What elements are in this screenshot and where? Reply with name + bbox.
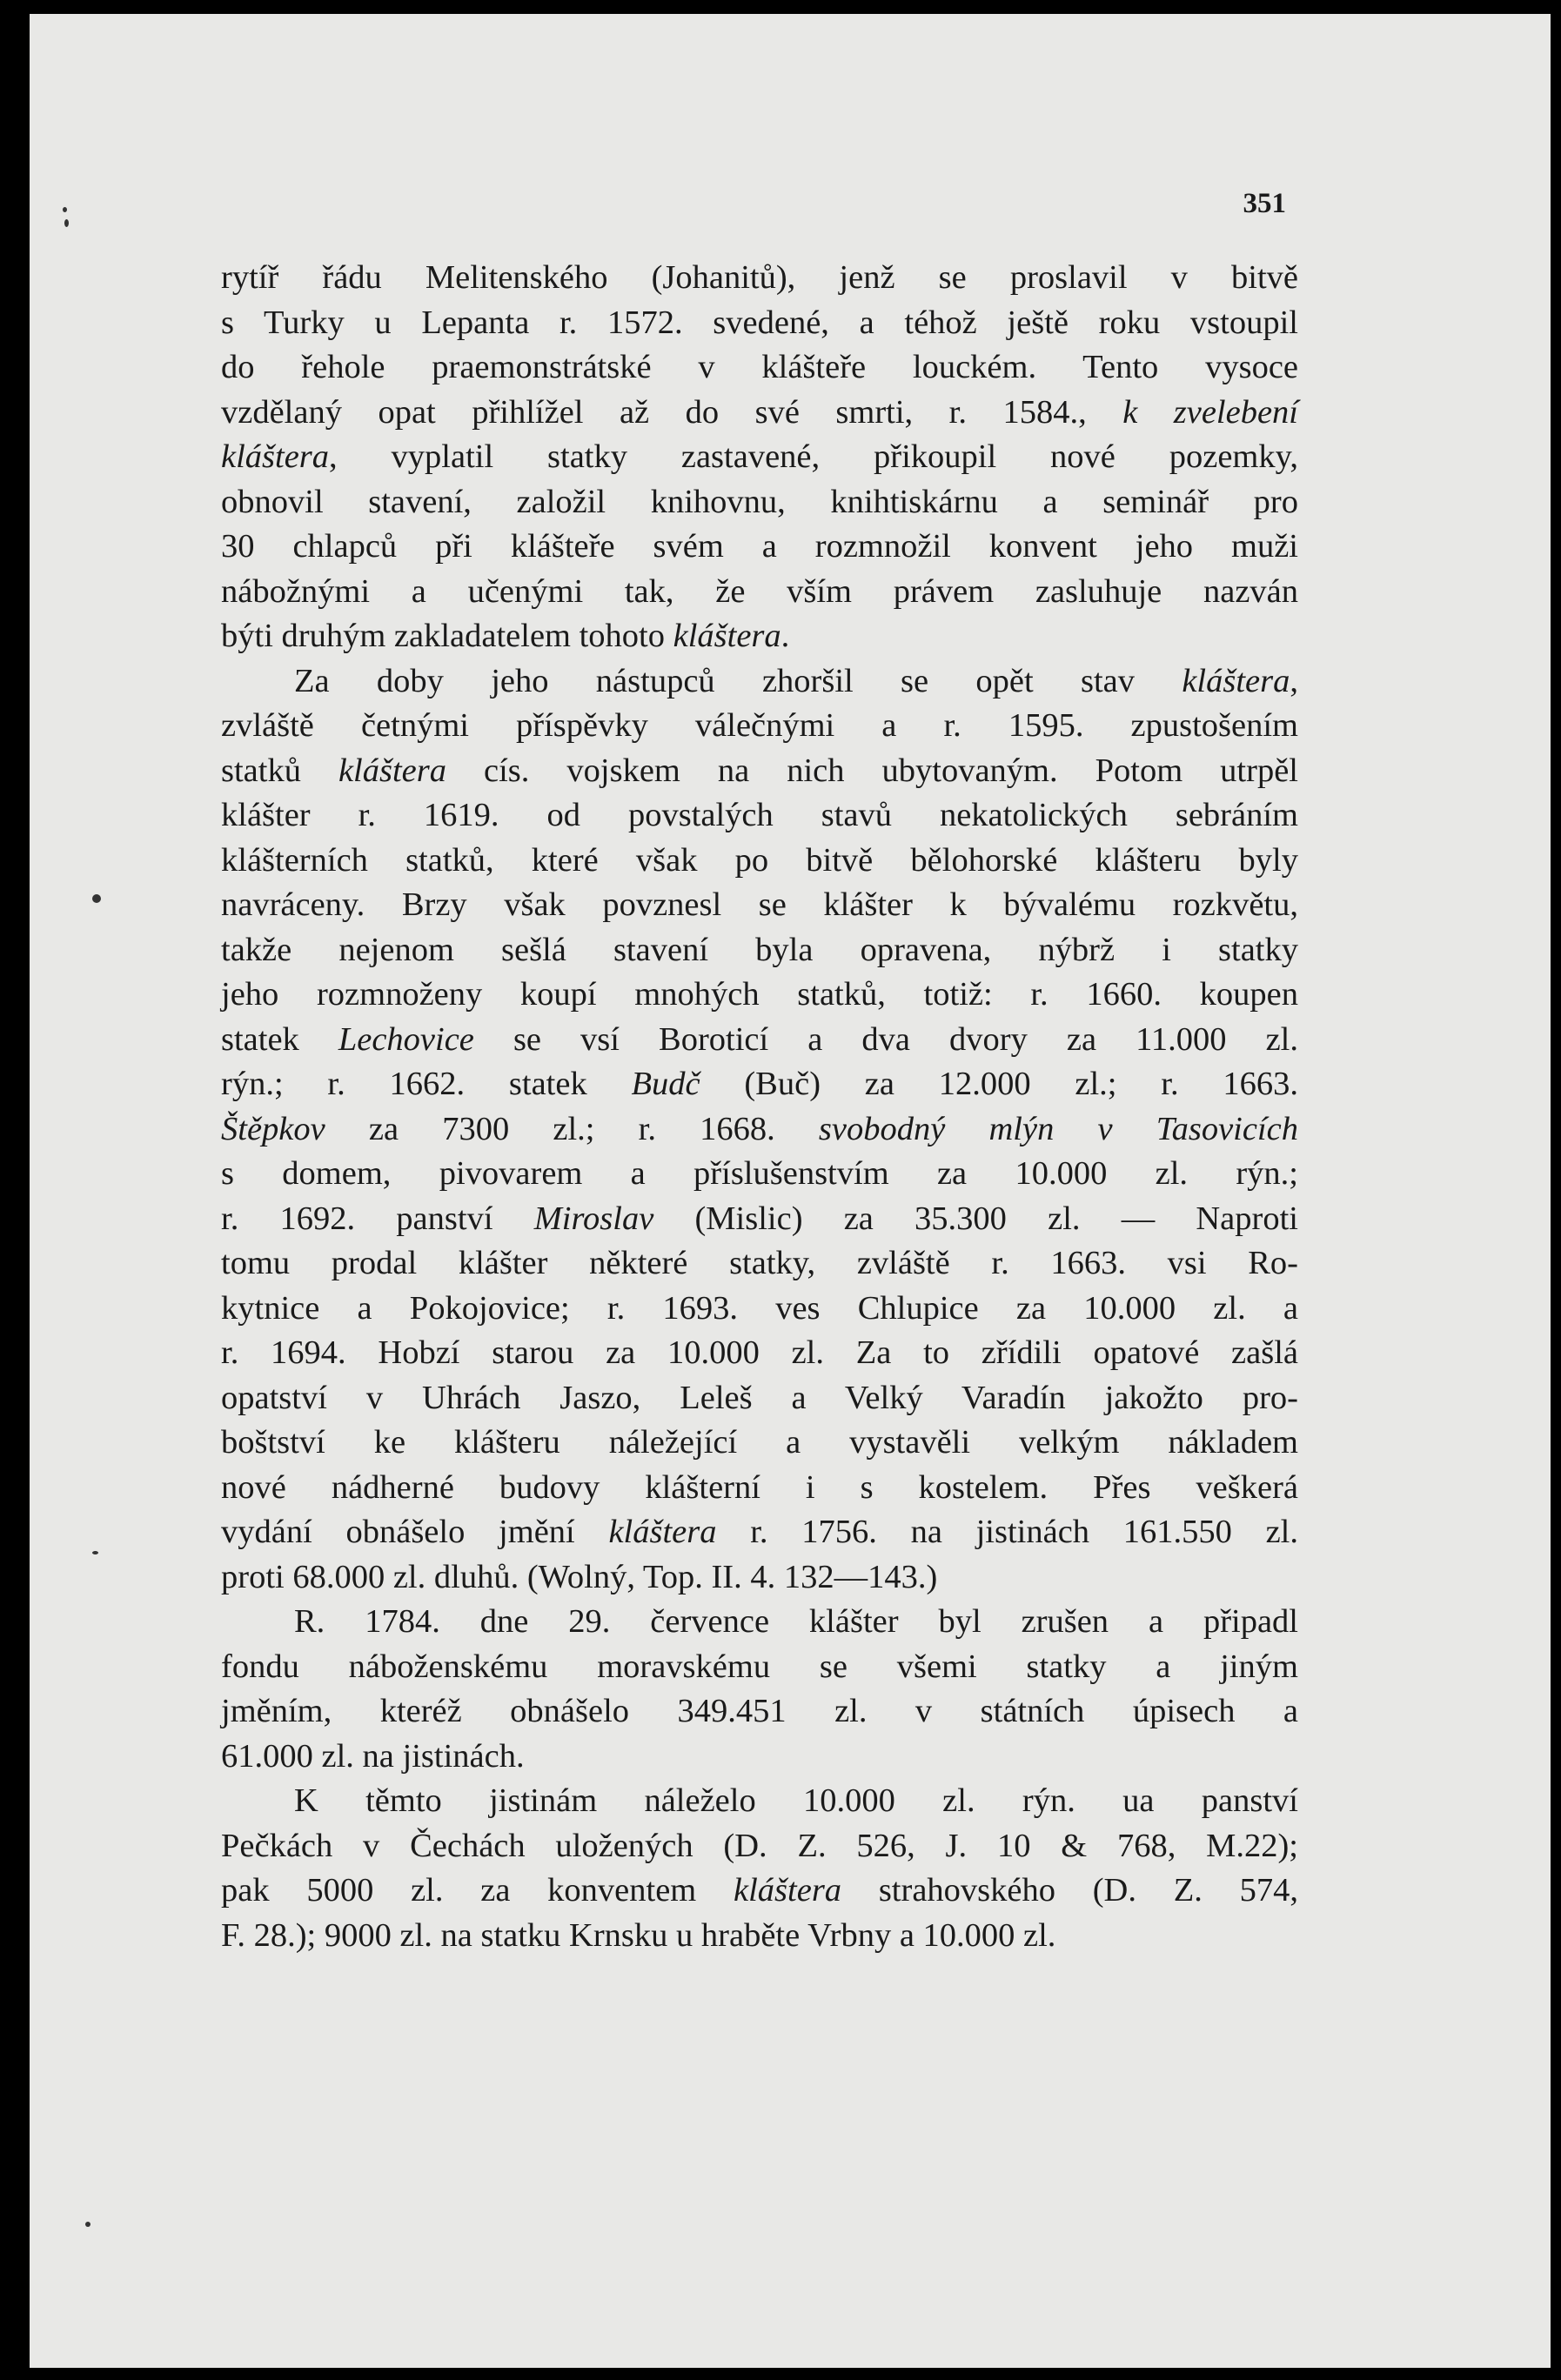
text-line: K těmto jistinám náleželo 10.000 zl. rýn. ua panství (294, 1782, 1298, 1819)
text-line: klášterních statků, které však po bitvě bělohorské klášteru byly (221, 841, 1298, 879)
text-line: nábožnými a učenými tak, že vším právem zasluhuje nazván (221, 572, 1298, 610)
text-line: do řehole praemonstrátské v klášteře louckém. Tento vysoce (221, 349, 1298, 385)
text-line: r. 1692. panství Miroslav (Mislic) za 35.300 zl. — Naproti (221, 1200, 1298, 1237)
text-line: 61.000 zl. na jistinách. (221, 1737, 525, 1775)
margin-mark (92, 894, 101, 903)
text-line: jměním, kteréž obnášelo 349.451 zl. v státních úpisech a (221, 1693, 1298, 1729)
text-line: fondu náboženskému moravskému se všemi statky a jiným (221, 1648, 1298, 1685)
text-line: vzdělaný opat přihlížel až do své smrti, r. 1584., k zvelebení (221, 393, 1298, 431)
margin-mark (64, 219, 69, 227)
text-line: R. 1784. dne 29. července klášter byl zrušen a připadl (294, 1603, 1298, 1640)
margin-mark (63, 207, 67, 212)
text-line: Štěpkov za 7300 zl.; r. 1668. svobodný mlýn v Tasovicích (221, 1110, 1298, 1147)
text-line: boštství ke klášteru náležející a vystavěli velkým nákladem (221, 1424, 1298, 1461)
text-line: s domem, pivovarem a příslušenstvím za 10.000 zl. rýn.; (221, 1155, 1298, 1192)
text-line: Za doby jeho nástupců zhoršil se opět stav kláštera, (294, 662, 1298, 699)
text-line: nové nádherné budovy klášterní i s kostelem. Přes veškerá (221, 1468, 1298, 1506)
text-line: 30 chlapců při klášteře svém a rozmnožil konvent jeho muži (221, 528, 1298, 565)
text-line: Pečkách v Čechách uložených (D. Z. 526, J. 10 & 768, M.22); (221, 1827, 1298, 1864)
margin-mark (85, 2222, 90, 2227)
text-line: F. 28.); 9000 zl. na statku Krnsku u hraběte Vrbny a 10.000 zl. (221, 1916, 1056, 1954)
body-text (221, 256, 1298, 1958)
text-line: klášter r. 1619. od povstalých stavů nekatolických sebráním (221, 797, 1298, 833)
text-line: býti druhým zakladatelem tohoto kláštera. (221, 618, 790, 654)
text-line: navráceny. Brzy však povznesl se klášter k bývalému rozkvětu, (221, 886, 1298, 923)
text-line: proti 68.000 zl. dluhů. (Wolný, Top. II. 4. 132—143.) (221, 1558, 938, 1595)
text-line: obnovil stavení, založil knihovnu, knihtiskárnu a seminář pro (221, 483, 1298, 520)
margin-mark (92, 1551, 98, 1554)
text-line: kláštera, vyplatil statky zastavené, přikoupil nové pozemky, (221, 438, 1298, 475)
text-line: vydání obnášelo jmění kláštera r. 1756. na jistinách 161.550 zl. (221, 1514, 1299, 1550)
text-line: takže nejenom sešlá stavení byla opravena, nýbrž i statky (221, 931, 1298, 968)
text-line: pak 5000 zl. za konventem kláštera strahovského (D. Z. 574, (221, 1872, 1298, 1909)
text-line: statků kláštera cís. vojskem na nich ubytovaným. Potom utrpěl (221, 752, 1298, 789)
text-line: zvláště četnými příspěvky válečnými a r. 1595. zpustošením (221, 707, 1298, 744)
text-line: statek Lechovice se vsí Boroticí a dva dvory za 11.000 zl. (221, 1020, 1298, 1058)
page-number: 351 (1243, 188, 1286, 219)
text-line: kytnice a Pokojovice; r. 1693. ves Chlupice za 10.000 zl. a (221, 1289, 1298, 1327)
scanned-page (30, 14, 1551, 2368)
text-line: jeho rozmnoženy koupí mnohých statků, totiž: r. 1660. koupen (221, 976, 1298, 1013)
text-line: rytíř řádu Melitenského (Johanitů), jenž se proslavil v bitvě (221, 259, 1298, 296)
text-line: r. 1694. Hobzí starou za 10.000 zl. Za to zřídili opatové zašlá (221, 1334, 1298, 1371)
text-line: s Turky u Lepanta r. 1572. svedené, a téhož ještě roku vstoupil (221, 304, 1298, 341)
text-line: tomu prodal klášter některé statky, zvláště r. 1663. vsi Ro- (221, 1245, 1298, 1281)
text-line: opatství v Uhrách Jaszo, Leleš a Velký Varadín jakožto pro- (221, 1379, 1298, 1416)
text-line: rýn.; r. 1662. statek Budč (Buč) za 12.000 zl.; r. 1663. (221, 1066, 1298, 1102)
